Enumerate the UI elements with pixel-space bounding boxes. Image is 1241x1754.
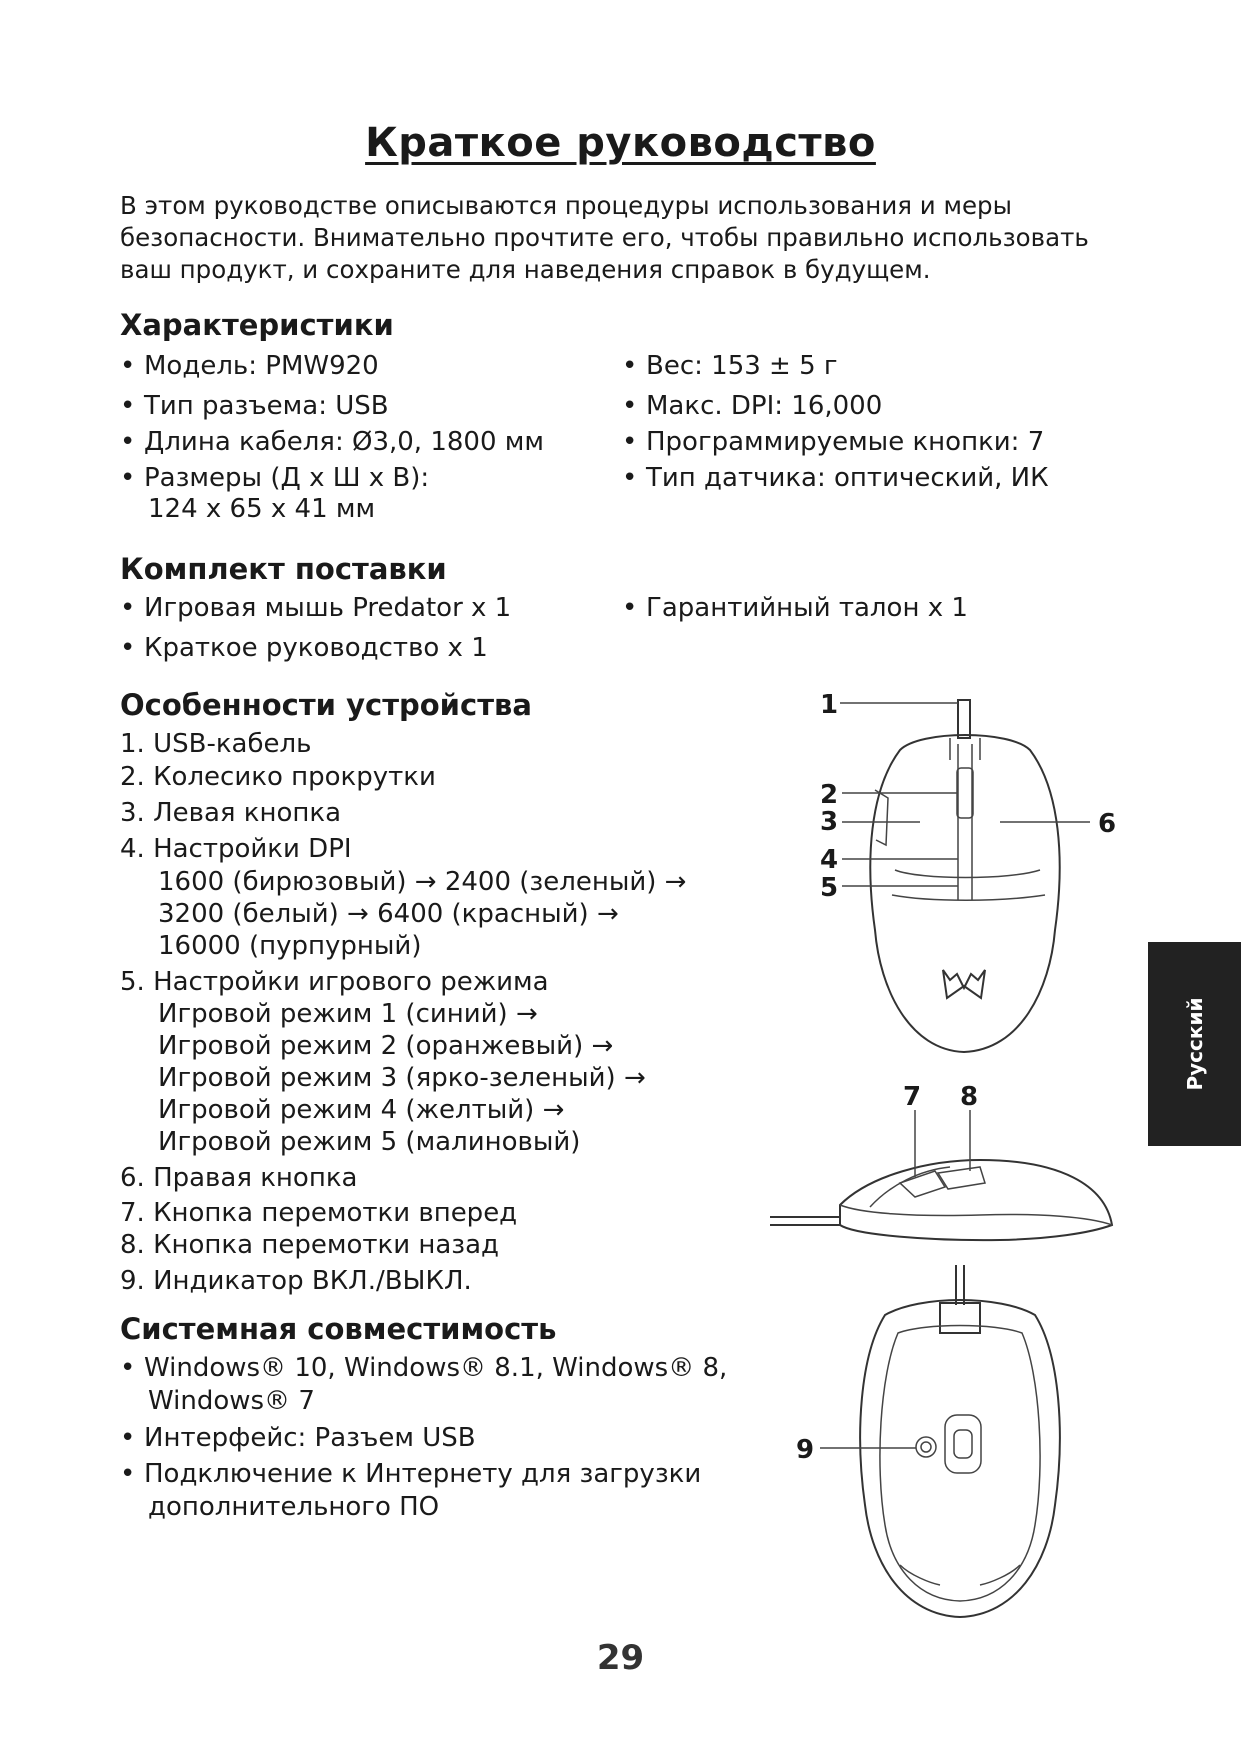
feature-line: 5. Настройки игрового режима bbox=[120, 967, 549, 997]
compat-item: • Подключение к Интернету для загрузки bbox=[120, 1459, 702, 1489]
package-item: • Краткое руководство x 1 bbox=[120, 633, 488, 663]
feature-line: Игровой режим 1 (синий) → bbox=[158, 999, 538, 1029]
feature-line: Игровой режим 3 (ярко-зеленый) → bbox=[158, 1063, 646, 1093]
feature-line: 2. Колесико прокрутки bbox=[120, 762, 436, 792]
feature-line: Игровой режим 5 (малиновый) bbox=[158, 1127, 581, 1157]
feature-line: 8. Кнопка перемотки назад bbox=[120, 1230, 500, 1260]
spec-item: • Модель: PMW920 bbox=[120, 351, 379, 381]
callout-5: 5 bbox=[820, 873, 839, 903]
intro-line: безопасности. Внимательно прочтите его, чтобы правильно использовать bbox=[120, 223, 1089, 252]
feature-line: 1600 (бирюзовый) → 2400 (зеленый) → bbox=[158, 867, 687, 897]
package-item: • Игровая мышь Predator x 1 bbox=[120, 593, 512, 623]
callout-4: 4 bbox=[820, 845, 839, 875]
spec-item: • Длина кабеля: Ø3,0, 1800 мм bbox=[120, 427, 544, 457]
feature-line: 16000 (пурпурный) bbox=[158, 931, 422, 961]
spec-item: • Тип датчика: оптический, ИК bbox=[622, 463, 1049, 493]
callout-3: 3 bbox=[820, 807, 839, 837]
spec-item: • Размеры (Д x Ш x В): bbox=[120, 463, 430, 493]
feature-line: Игровой режим 2 (оранжевый) → bbox=[158, 1031, 614, 1061]
feature-line: 1. USB-кабель bbox=[120, 729, 312, 759]
compat-item-cont: дополнительного ПО bbox=[148, 1492, 440, 1522]
feature-line: 6. Правая кнопка bbox=[120, 1163, 358, 1193]
callout-6: 6 bbox=[1098, 809, 1117, 839]
compat-item-cont: Windows® 7 bbox=[148, 1386, 315, 1416]
specs-heading: Характеристики bbox=[120, 308, 394, 342]
mouse-side-view-diagram bbox=[760, 1075, 1140, 1255]
page-title: Краткое руководство bbox=[365, 120, 876, 166]
callout-7: 7 bbox=[903, 1082, 922, 1112]
package-heading: Комплект поставки bbox=[120, 552, 447, 586]
package-item: • Гарантийный талон x 1 bbox=[622, 593, 968, 623]
callout-2: 2 bbox=[820, 780, 839, 810]
callout-9: 9 bbox=[796, 1435, 815, 1465]
features-heading: Особенности устройства bbox=[120, 688, 532, 722]
spec-item: • Макс. DPI: 16,000 bbox=[622, 391, 883, 421]
intro-line: ваш продукт, и сохраните для наведения справок в будущем. bbox=[120, 255, 931, 284]
callout-8: 8 bbox=[960, 1082, 979, 1112]
spec-item: • Тип разъема: USB bbox=[120, 391, 389, 421]
page-number: 29 bbox=[596, 1638, 645, 1678]
spec-item-cont: 124 x 65 x 41 мм bbox=[148, 494, 376, 524]
language-tab: Русский bbox=[1148, 942, 1241, 1146]
compat-item: • Windows® 10, Windows® 8.1, Windows® 8, bbox=[120, 1353, 728, 1383]
feature-line: 9. Индикатор ВКЛ./ВЫКЛ. bbox=[120, 1266, 472, 1296]
intro-paragraph bbox=[120, 190, 1140, 286]
feature-line: 4. Настройки DPI bbox=[120, 834, 352, 864]
compat-heading: Системная совместимость bbox=[120, 1312, 557, 1346]
feature-line: 7. Кнопка перемотки вперед bbox=[120, 1198, 518, 1228]
callout-1: 1 bbox=[820, 690, 839, 720]
intro-line: В этом руководстве описываются процедуры использования и меры bbox=[120, 191, 1012, 220]
feature-line: 3200 (белый) → 6400 (красный) → bbox=[158, 899, 619, 929]
mouse-top-view-diagram bbox=[800, 680, 1140, 1070]
compat-item: • Интерфейс: Разъем USB bbox=[120, 1423, 476, 1453]
feature-line: 3. Левая кнопка bbox=[120, 798, 342, 828]
mouse-bottom-view-diagram bbox=[790, 1265, 1090, 1625]
spec-item: • Программируемые кнопки: 7 bbox=[622, 427, 1045, 457]
feature-line: Игровой режим 4 (желтый) → bbox=[158, 1095, 565, 1125]
spec-item: • Вес: 153 ± 5 г bbox=[622, 351, 838, 381]
